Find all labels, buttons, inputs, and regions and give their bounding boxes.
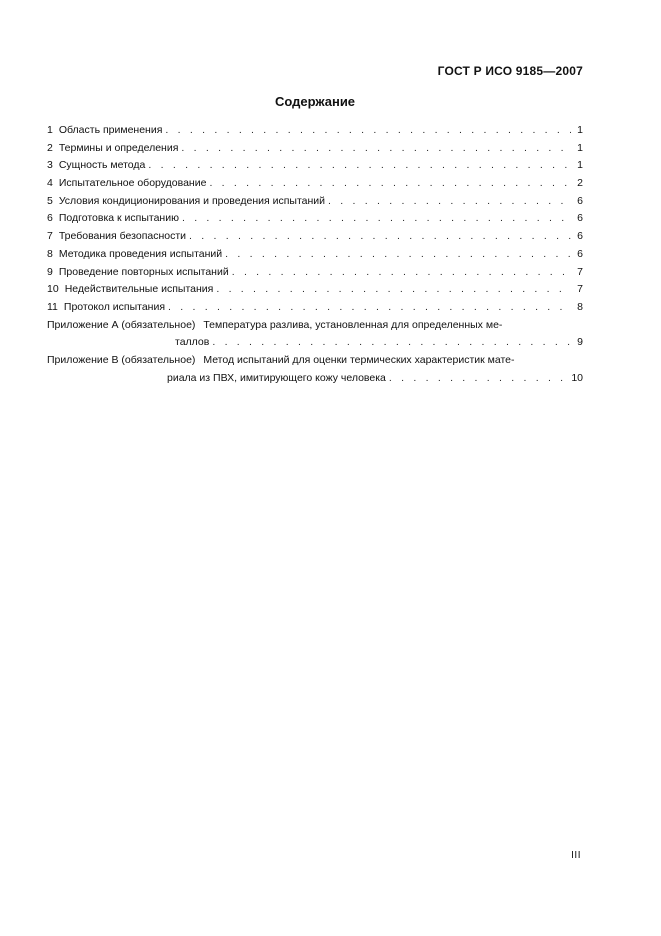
toc-item-label: Испытательное оборудование (58, 177, 207, 190)
toc-item-5[interactable] (47, 193, 583, 211)
appendix-title-line1: Метод испытаний для оценки термических характеристик мате- (203, 353, 515, 366)
toc-item-label: Подготовка к испытанию (58, 212, 179, 225)
toc-item-label: Термины и определения (58, 141, 179, 154)
toc-item-number: 4 (47, 177, 53, 190)
toc-item-number: 10 (47, 283, 59, 296)
appendix-prefix: Приложение А (обязательное) (47, 318, 196, 331)
document-code: ГОСТ Р ИСО 9185—2007 (437, 64, 583, 78)
toc-item-page: 8 (577, 300, 583, 313)
toc-item-label: Требования безопасности (58, 230, 187, 243)
toc-item-page: 6 (577, 247, 583, 260)
dot-leader (212, 334, 573, 352)
toc-item-3[interactable] (47, 157, 583, 175)
appendix-prefix: Приложение В (обязательное) (47, 353, 196, 366)
appendix-title-line1: Температура разлива, установленная для определенных ме- (203, 318, 503, 331)
toc-title: Содержание (274, 94, 356, 109)
toc-item-number: 7 (47, 230, 53, 243)
toc-item-page: 6 (577, 230, 583, 243)
toc-appendix-a[interactable] (47, 317, 583, 352)
toc-item-6[interactable] (47, 210, 583, 228)
toc-item-page: 6 (577, 194, 583, 207)
toc-item-page: 1 (577, 141, 583, 154)
toc-appendix-b[interactable] (47, 352, 583, 387)
dot-leader (181, 140, 571, 158)
appendix-title-line2: таллов (175, 336, 210, 349)
dot-leader (168, 299, 571, 317)
toc-item-page: 7 (577, 265, 583, 278)
toc-item-number: 5 (47, 194, 53, 207)
toc-item-label: Сущность метода (58, 159, 146, 172)
dot-leader (328, 193, 571, 211)
appendix-title-line2: риала из ПВХ, имитирующего кожу человека (167, 371, 386, 384)
toc-item-2[interactable] (47, 140, 583, 158)
appendix-page-number: 10 (571, 371, 583, 384)
toc-item-number: 1 (47, 124, 53, 136)
toc-item-number: 11 (47, 300, 58, 313)
toc-item-number: 9 (47, 265, 53, 278)
table-of-contents (47, 122, 583, 387)
dot-leader (189, 228, 571, 246)
toc-item-1[interactable] (47, 122, 583, 140)
toc-item-9[interactable] (47, 264, 583, 282)
toc-item-label: Протокол испытания (63, 300, 166, 313)
toc-item-4[interactable] (47, 175, 583, 193)
toc-item-page: 7 (577, 283, 583, 296)
dot-leader (225, 246, 571, 264)
toc-item-label: Недействительные испытания (64, 283, 214, 296)
toc-item-page: 2 (577, 177, 583, 190)
page-number: III (571, 850, 581, 861)
toc-item-number: 3 (47, 159, 53, 172)
toc-item-page: 6 (577, 212, 583, 225)
toc-item-7[interactable] (47, 228, 583, 246)
toc-item-page: 1 (577, 124, 583, 136)
dot-leader (232, 264, 571, 282)
dot-leader (182, 210, 571, 228)
toc-item-label: Область применения (58, 124, 163, 136)
appendix-page-number: 9 (577, 336, 583, 349)
toc-item-10[interactable] (47, 281, 583, 299)
toc-items (47, 122, 583, 317)
toc-item-label: Проведение повторных испытаний (58, 265, 229, 278)
toc-item-label: Методика проведения испытаний (58, 247, 223, 260)
toc-item-number: 6 (47, 212, 53, 225)
toc-item-number: 2 (47, 141, 53, 154)
dot-leader (165, 122, 571, 140)
dot-leader (148, 157, 571, 175)
dot-leader (209, 175, 571, 193)
toc-item-11[interactable] (47, 299, 583, 317)
toc-item-label: Условия кондиционирования и проведения испытаний (58, 194, 326, 207)
toc-item-number: 8 (47, 247, 53, 260)
toc-item-8[interactable] (47, 246, 583, 264)
dot-leader (216, 281, 571, 299)
dot-leader (389, 370, 567, 388)
toc-item-page: 1 (577, 159, 583, 172)
